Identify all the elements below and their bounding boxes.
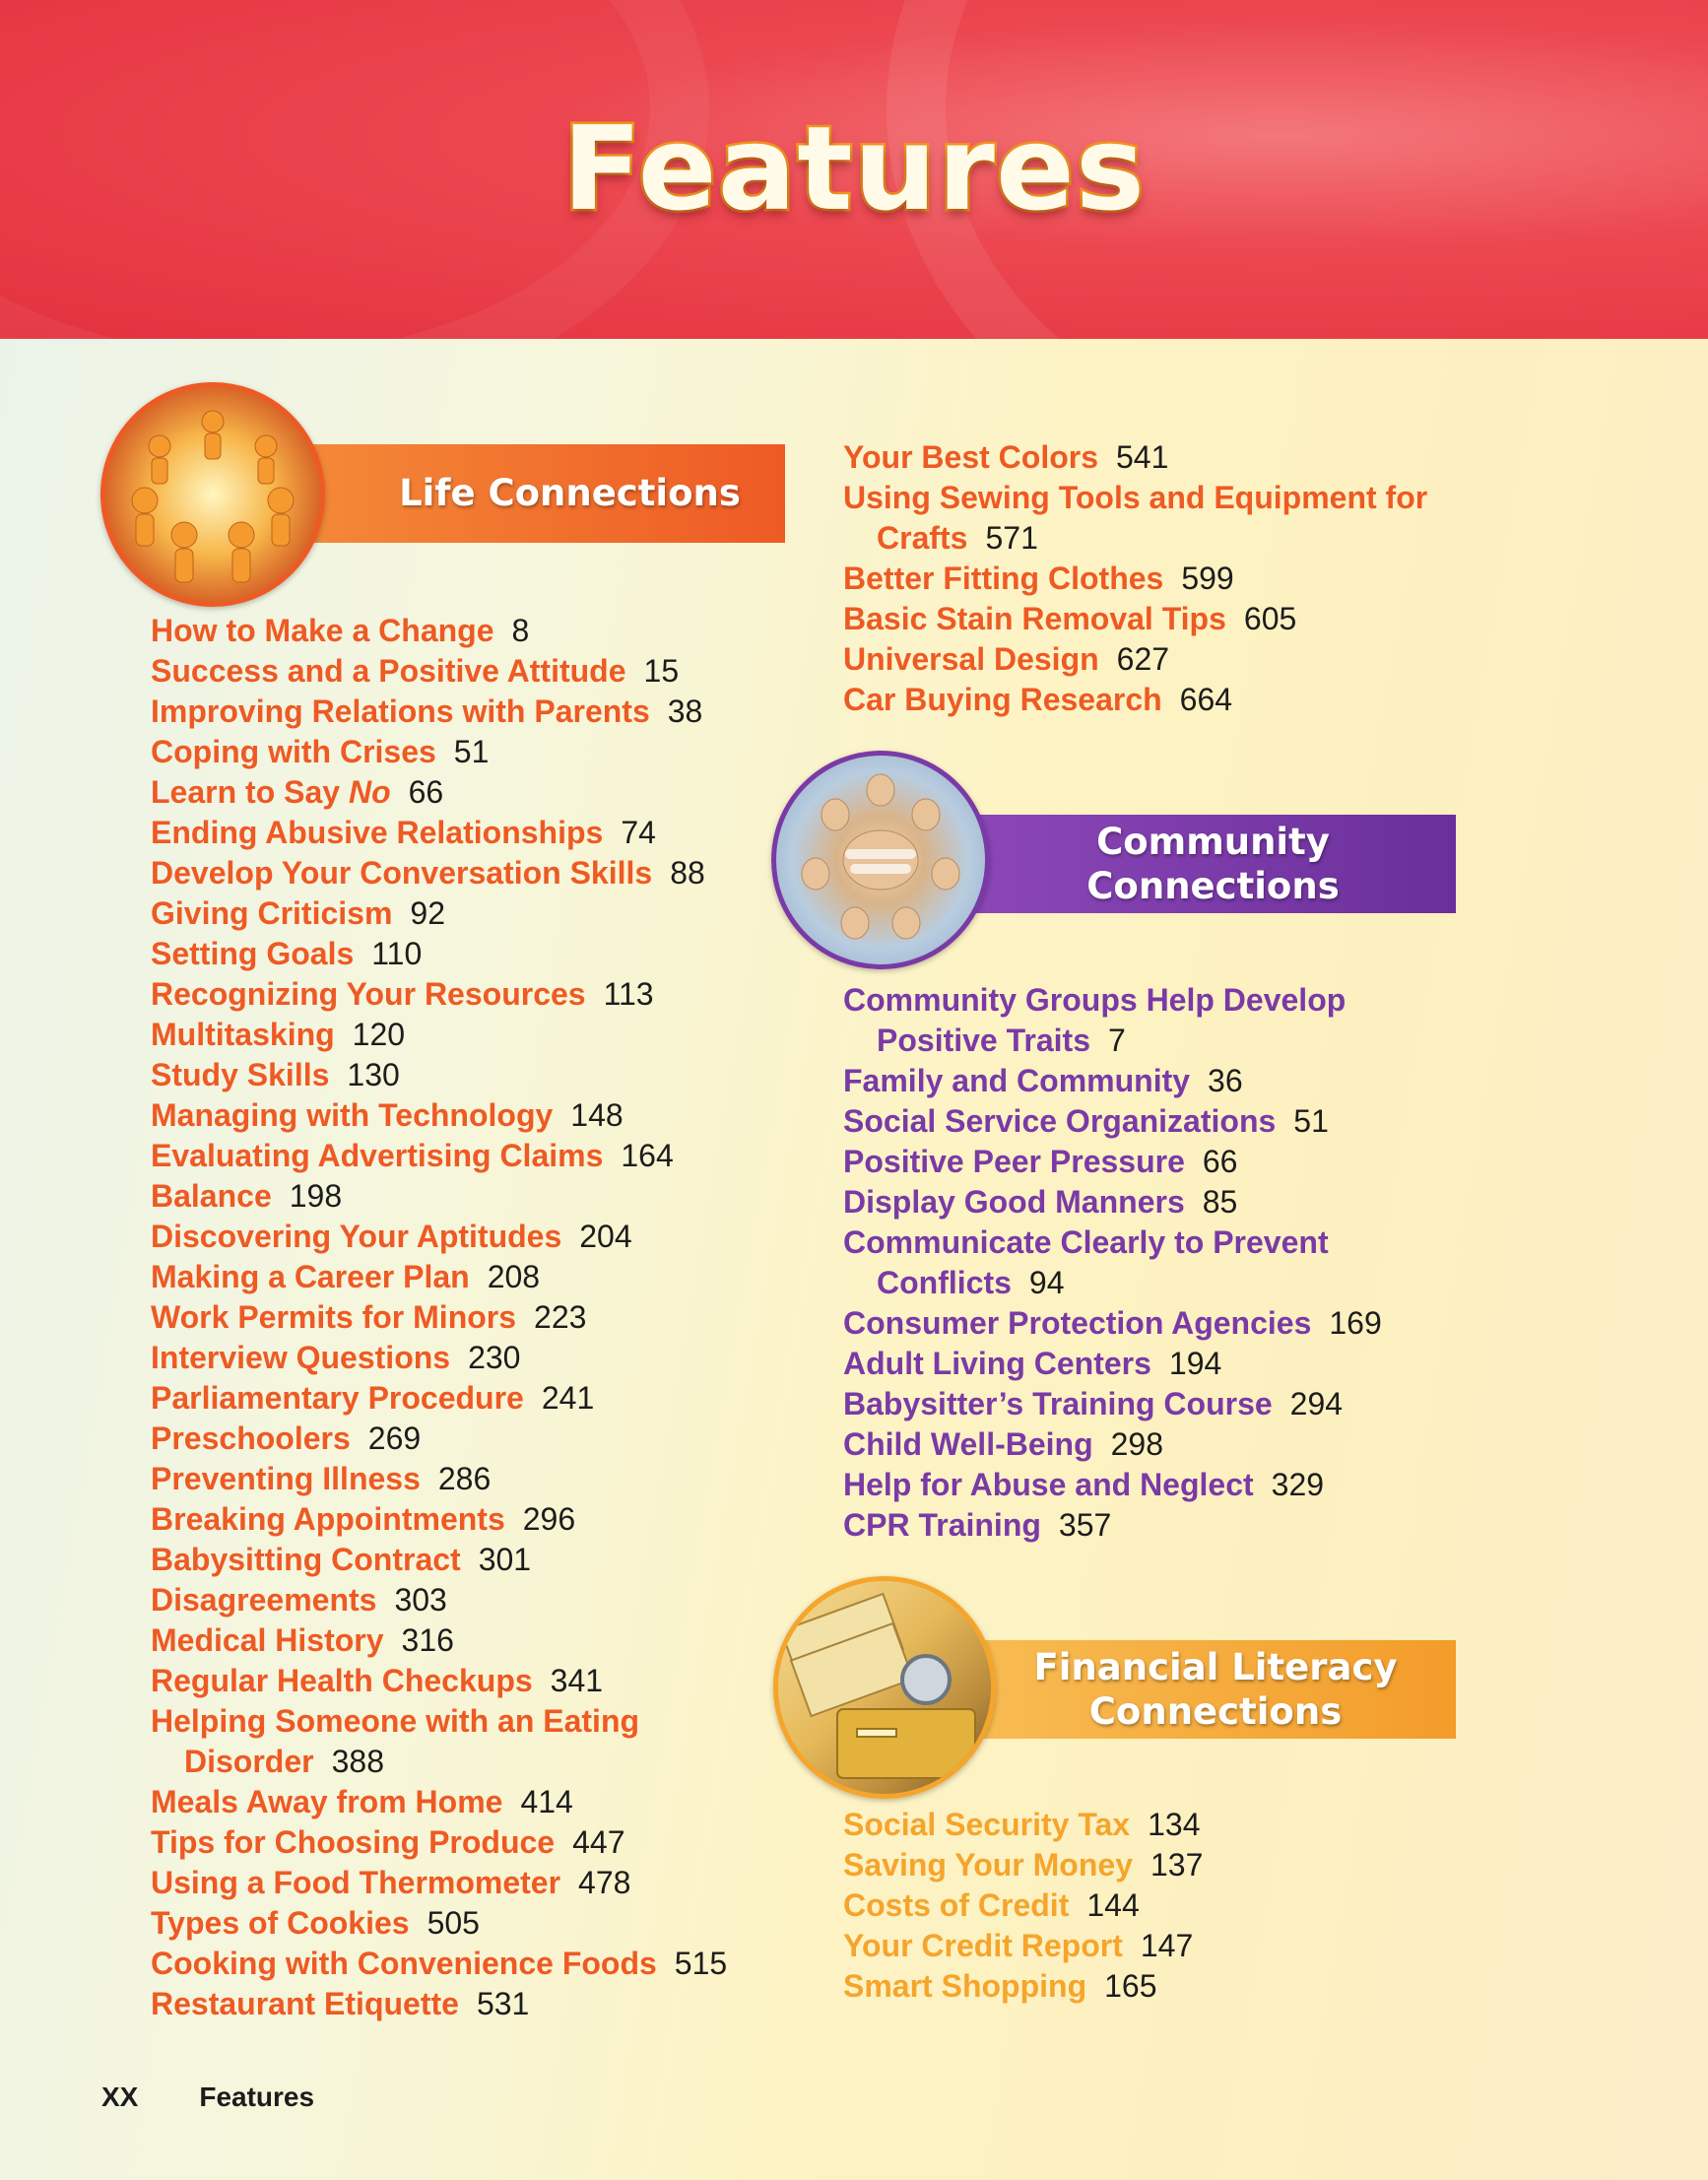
- feature-page-number: 169: [1329, 1305, 1382, 1341]
- feature-entry: [843, 1885, 1474, 1926]
- feature-page-number: 241: [541, 1380, 595, 1416]
- feature-title: Using Sewing Tools and Equipment for Crafts: [843, 480, 1428, 556]
- feature-page-number: 531: [476, 1986, 530, 2021]
- feature-title: Coping with Crises: [151, 734, 436, 769]
- feature-title: Learn to Say No: [151, 774, 391, 810]
- feature-entry: [843, 1101, 1474, 1142]
- feature-entry: [151, 1822, 801, 1863]
- feature-page-number: 303: [394, 1582, 447, 1618]
- feature-title: Parliamentary Procedure: [151, 1380, 524, 1416]
- life-connections-list: [151, 611, 801, 2024]
- feature-title: Recognizing Your Resources: [151, 976, 586, 1012]
- life-connections-list-continued: [843, 437, 1474, 720]
- financial-connections-heading-line1: Financial Literacy: [1033, 1645, 1398, 1688]
- feature-entry: [151, 1257, 801, 1297]
- feature-entry: [151, 1419, 801, 1459]
- feature-page-number: 316: [401, 1622, 454, 1658]
- feature-page-number: 137: [1150, 1847, 1204, 1883]
- feature-entry: [151, 1015, 801, 1055]
- feature-title: Medical History: [151, 1622, 384, 1658]
- feature-entry: [843, 478, 1474, 559]
- feature-page-number: 301: [478, 1542, 532, 1577]
- feature-entry: [151, 1055, 801, 1095]
- feature-page-number: 165: [1104, 1968, 1157, 2004]
- feature-entry: [151, 1217, 801, 1257]
- feature-page-number: 298: [1110, 1426, 1164, 1462]
- feature-title: Babysitting Contract: [151, 1542, 461, 1577]
- feature-entry: [151, 934, 801, 974]
- feature-page-number: 94: [1028, 1265, 1065, 1300]
- feature-title: Types of Cookies: [151, 1905, 410, 1941]
- life-connections-heading-bar: [296, 444, 785, 543]
- feature-title: Display Good Manners: [843, 1184, 1185, 1220]
- feature-entry: [843, 1142, 1474, 1182]
- feature-page-number: 144: [1086, 1887, 1140, 1923]
- feature-title: CPR Training: [843, 1507, 1041, 1543]
- feature-page-number: 130: [347, 1057, 400, 1092]
- feature-title: Making a Career Plan: [151, 1259, 470, 1294]
- feature-entry: [151, 772, 801, 813]
- feature-title: Ending Abusive Relationships: [151, 815, 604, 850]
- feature-page-number: 8: [511, 613, 530, 648]
- feature-page-number: 204: [579, 1219, 632, 1254]
- feature-title: Regular Health Checkups: [151, 1663, 533, 1698]
- feature-entry: [151, 1984, 801, 2024]
- feature-entry: [151, 1701, 801, 1782]
- feature-page-number: 120: [352, 1017, 406, 1052]
- feature-entry: [151, 1580, 801, 1620]
- feature-title: Car Buying Research: [843, 682, 1162, 717]
- community-connections-heading-line2: Connections: [1086, 865, 1340, 907]
- feature-entry: [843, 559, 1474, 599]
- feature-title: Evaluating Advertising Claims: [151, 1138, 604, 1173]
- page-footer: [101, 2081, 314, 2113]
- financial-connections-list: [843, 1805, 1474, 2007]
- feature-page-number: 164: [621, 1138, 674, 1173]
- feature-entry: [843, 1465, 1474, 1505]
- feature-page-number: 36: [1208, 1063, 1243, 1098]
- feature-page-number: 341: [550, 1663, 604, 1698]
- feature-page-number: 357: [1058, 1507, 1112, 1543]
- feature-page-number: 85: [1202, 1184, 1238, 1220]
- feature-title: Work Permits for Minors: [151, 1299, 517, 1335]
- feature-page-number: 515: [674, 1946, 728, 1981]
- community-connections-heading-bar: [970, 815, 1456, 913]
- footer-page-number: XX: [101, 2081, 139, 2112]
- feature-title: Cooking with Convenience Foods: [151, 1946, 657, 1981]
- feature-page-number: 478: [578, 1865, 631, 1900]
- feature-entry: [151, 893, 801, 934]
- feature-title: Saving Your Money: [843, 1847, 1133, 1883]
- feature-title: Preschoolers: [151, 1420, 351, 1456]
- feature-entry: [843, 437, 1474, 478]
- feature-entry: [843, 1182, 1474, 1222]
- feature-page-number: 74: [621, 815, 656, 850]
- feature-title: Smart Shopping: [843, 1968, 1087, 2004]
- feature-title: Social Service Organizations: [843, 1103, 1277, 1139]
- feature-title: Child Well-Being: [843, 1426, 1093, 1462]
- feature-title: Success and a Positive Attitude: [151, 653, 626, 689]
- feature-title: Costs of Credit: [843, 1887, 1070, 1923]
- page-title: Features: [561, 100, 1147, 236]
- feature-title: Multitasking: [151, 1017, 335, 1052]
- feature-page-number: 208: [487, 1259, 541, 1294]
- feature-title: Helping Someone with an Eating Disorder: [151, 1703, 640, 1779]
- feature-entry: [843, 1926, 1474, 1966]
- feature-title: Family and Community: [843, 1063, 1191, 1098]
- feature-page-number: 15: [643, 653, 680, 689]
- community-connections-list: [843, 980, 1474, 1546]
- feature-title: Breaking Appointments: [151, 1501, 505, 1537]
- feature-page-number: 51: [1293, 1103, 1329, 1139]
- feature-page-number: 505: [427, 1905, 480, 1941]
- feature-page-number: 148: [570, 1097, 624, 1133]
- feature-entry: [151, 1863, 801, 1903]
- community-connections-heading-line1: Community: [1096, 820, 1330, 863]
- feature-title: Community Groups Help Develop Positive Traits: [843, 982, 1347, 1058]
- feature-title: Basic Stain Removal Tips: [843, 601, 1226, 636]
- money-and-cards-icon: [773, 1576, 996, 1799]
- feature-entry: [843, 1966, 1474, 2007]
- feature-page-number: 223: [534, 1299, 587, 1335]
- feature-title: Restaurant Etiquette: [151, 1986, 459, 2021]
- feature-page-number: 269: [367, 1420, 422, 1456]
- feature-page-number: 541: [1116, 439, 1169, 475]
- feature-entry: [151, 1499, 801, 1540]
- feature-entry: [843, 599, 1474, 639]
- feature-page-number: 51: [453, 734, 490, 769]
- feature-entry: [843, 1805, 1474, 1845]
- feature-entry: [151, 732, 801, 772]
- feature-title: Social Security Tax: [843, 1807, 1131, 1842]
- feature-title: Giving Criticism: [151, 895, 393, 931]
- feature-page-number: 147: [1140, 1928, 1194, 1963]
- feature-entry: [843, 1845, 1474, 1885]
- feature-page-number: 194: [1168, 1346, 1222, 1381]
- feature-entry: [151, 974, 801, 1015]
- feature-entry: [151, 1136, 801, 1176]
- feature-page-number: 198: [289, 1178, 343, 1214]
- feature-page-number: 388: [331, 1744, 384, 1779]
- feature-page-number: 414: [520, 1784, 573, 1819]
- feature-title: Using a Food Thermometer: [151, 1865, 561, 1900]
- feature-title: Interview Questions: [151, 1340, 451, 1375]
- feature-entry: [843, 680, 1474, 720]
- feature-page-number: 329: [1271, 1467, 1325, 1502]
- feature-entry: [843, 1344, 1474, 1384]
- feature-page-number: 571: [985, 520, 1038, 556]
- feature-entry: [843, 1505, 1474, 1546]
- feature-entry: [151, 813, 801, 853]
- feature-title: Balance: [151, 1178, 272, 1214]
- feature-entry: [151, 692, 801, 732]
- feature-page-number: 296: [522, 1501, 576, 1537]
- feature-title: Tips for Choosing Produce: [151, 1824, 556, 1860]
- feature-title: Preventing Illness: [151, 1461, 421, 1496]
- feature-entry: [151, 611, 801, 651]
- feature-title: Positive Peer Pressure: [843, 1144, 1185, 1179]
- feature-entry: [151, 1378, 801, 1419]
- feature-title: Universal Design: [843, 641, 1099, 677]
- financial-connections-heading-bar: [975, 1640, 1456, 1739]
- life-connections-heading: Life Connections: [399, 472, 741, 515]
- paper-people-circle-icon: [100, 382, 325, 607]
- footer-label: Features: [199, 2081, 315, 2112]
- feature-entry: [151, 1176, 801, 1217]
- feature-page-number: 66: [408, 774, 444, 810]
- feature-entry: [151, 1944, 801, 1984]
- feature-page-number: 286: [437, 1461, 492, 1496]
- feature-title: Better Fitting Clothes: [843, 561, 1164, 596]
- feature-entry: [843, 639, 1474, 680]
- feature-entry: [151, 1661, 801, 1701]
- feature-page-number: 664: [1179, 682, 1233, 717]
- feature-title: Communicate Clearly to Prevent Conflicts: [843, 1224, 1329, 1300]
- feature-page-number: 92: [410, 895, 445, 931]
- feature-entry: [151, 1540, 801, 1580]
- feature-title: Your Best Colors: [843, 439, 1098, 475]
- feature-title: Discovering Your Aptitudes: [151, 1219, 562, 1254]
- feature-page-number: 38: [667, 694, 703, 729]
- feature-entry: [151, 853, 801, 893]
- feature-title: Your Credit Report: [843, 1928, 1123, 1963]
- feature-page-number: 605: [1243, 601, 1297, 636]
- feature-title: How to Make a Change: [151, 613, 494, 648]
- feature-page-number: 7: [1107, 1023, 1126, 1058]
- feature-page-number: 599: [1181, 561, 1234, 596]
- feature-title: Babysitter’s Training Course: [843, 1386, 1273, 1421]
- feature-entry: [843, 1424, 1474, 1465]
- feature-entry: [843, 1222, 1474, 1303]
- feature-title: Meals Away from Home: [151, 1784, 503, 1819]
- feature-entry: [151, 1620, 801, 1661]
- feature-title: Managing with Technology: [151, 1097, 554, 1133]
- header-banner: [0, 0, 1708, 339]
- feature-page-number: 66: [1202, 1144, 1238, 1179]
- feature-entry: [843, 1061, 1474, 1101]
- feature-page-number: 294: [1289, 1386, 1344, 1421]
- feature-title: Consumer Protection Agencies: [843, 1305, 1312, 1341]
- feature-entry: [151, 1782, 801, 1822]
- feature-entry: [151, 1459, 801, 1499]
- feature-entry: [151, 1338, 801, 1378]
- feature-page-number: 134: [1148, 1807, 1201, 1842]
- feature-page-number: 230: [468, 1340, 521, 1375]
- financial-connections-heading-line2: Connections: [1088, 1690, 1343, 1733]
- feature-title: Develop Your Conversation Skills: [151, 855, 653, 891]
- feature-page-number: 627: [1116, 641, 1170, 677]
- feature-title: Disagreements: [151, 1582, 377, 1618]
- feature-entry: [151, 1903, 801, 1944]
- feature-title: Help for Abuse and Neglect: [843, 1467, 1254, 1502]
- feature-page-number: 113: [603, 976, 654, 1012]
- feature-page-number: 88: [670, 855, 705, 891]
- stacked-hands-icon: [771, 751, 990, 969]
- feature-entry: [843, 1303, 1474, 1344]
- feature-title: Improving Relations with Parents: [151, 694, 650, 729]
- feature-title: Adult Living Centers: [843, 1346, 1151, 1381]
- feature-entry: [151, 651, 801, 692]
- feature-page-number: 447: [572, 1824, 625, 1860]
- feature-page-number: 110: [371, 936, 423, 971]
- feature-title: Study Skills: [151, 1057, 330, 1092]
- feature-entry: [151, 1297, 801, 1338]
- feature-entry: [843, 1384, 1474, 1424]
- feature-title: Setting Goals: [151, 936, 355, 971]
- feature-entry: [843, 980, 1474, 1061]
- feature-entry: [151, 1095, 801, 1136]
